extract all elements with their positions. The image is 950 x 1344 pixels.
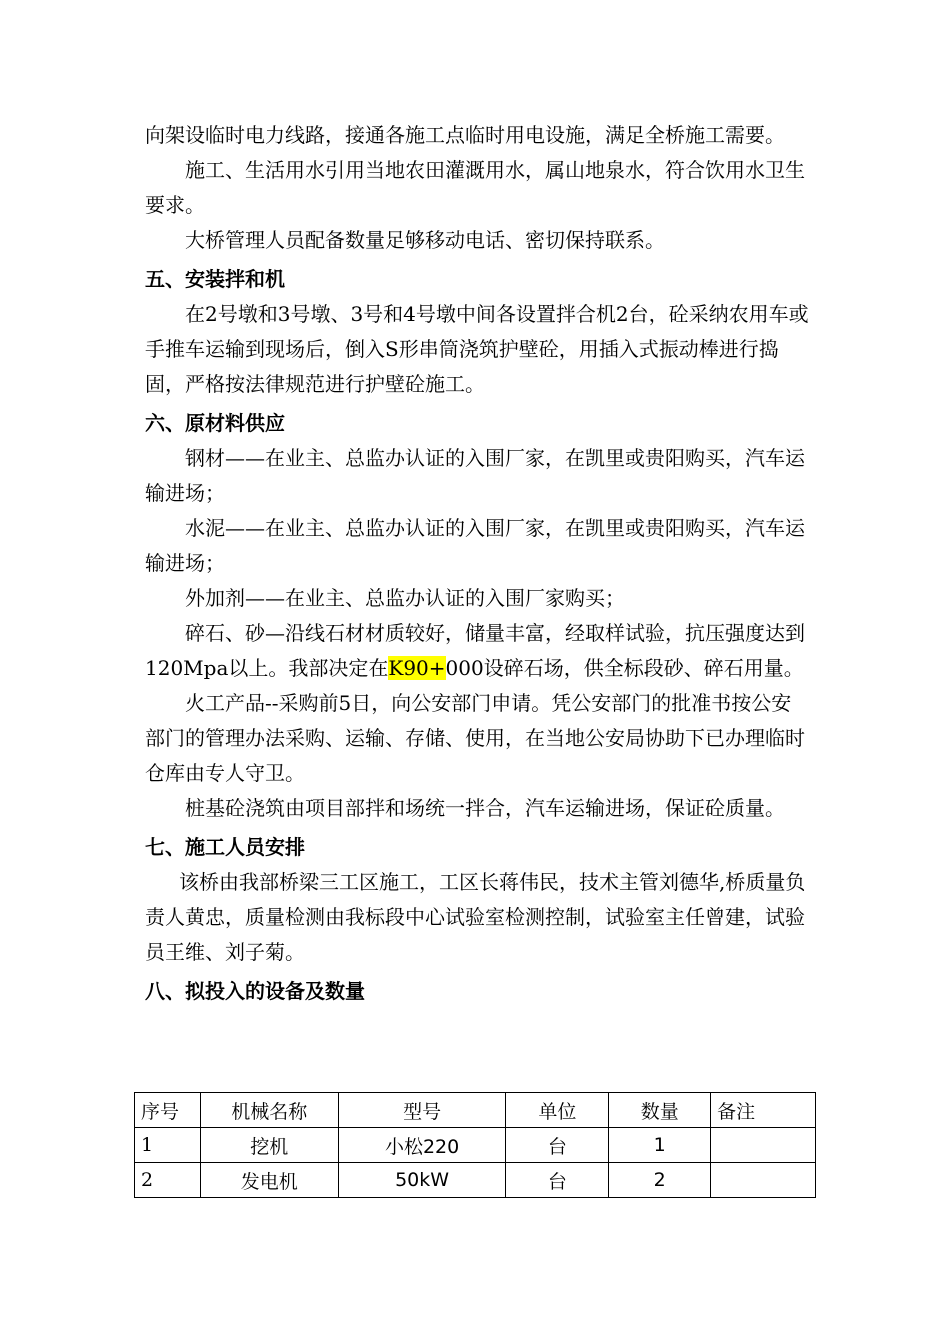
paragraph-cement: 水泥——在业主、总监办认证的入围厂家，在凯里或贵阳购买，汽车运输进场； — [145, 516, 805, 575]
paragraph-concrete: 桩基砼浇筑由项目部拌和场统一拌合，汽车运输进场，保证砼质量。 — [185, 796, 785, 820]
section-heading-materials: 六、原材料供应 — [145, 411, 285, 435]
paragraph-steel: 钢材——在业主、总监办认证的入围厂家，在凯里或贵阳购买，汽车运输进场； — [145, 446, 805, 505]
cell-machine-name: 挖机 — [200, 1128, 338, 1163]
cell-model: 小松220 — [338, 1128, 506, 1163]
paragraph-explosives: 火工产品--采购前5日，向公安部门申请。凭公安部门的批准书按公安部门的管理办法采购、运输、存储、使用，在当地公安局协助下已办理临时仓库由专人守卫。 — [145, 691, 805, 785]
paragraph-mixer: 在2号墩和3号墩、3号和4号墩中间各设置拌合机2台，砼采纳农用车或手推车运输到现场后，倒入S形串筒浇筑护壁砼，用插入式振动棒进行捣固，严格按法律规范进行护壁砼施工。 — [145, 302, 809, 396]
paragraph-phones: 大桥管理人员配备数量足够移动电话、密切保持联系。 — [185, 228, 665, 252]
gravel-text-start: 碎石、砂—沿线石材材质较好，储量丰富，经取样试验，抗压强度达到120Mpa以上。我部决定在 — [145, 621, 805, 680]
table-row — [135, 1128, 816, 1163]
header-remarks: 备注 — [711, 1093, 816, 1128]
paragraph-personnel: 该桥由我部桥梁三工区施工，工区长蒋伟民，技术主管刘德华,桥质量负责人黄忠，质量检测由我标段中心试验室检测控制，试验室主任曾建，试验员王维、刘子菊。 — [145, 870, 806, 964]
cell-unit: 台 — [506, 1128, 609, 1163]
section-heading-mixer: 五、安装拌和机 — [145, 267, 285, 291]
gravel-text-end: 000设碎石场，供全标段砂、碎石用量。 — [445, 656, 804, 680]
cell-index: 1 — [135, 1128, 201, 1163]
table-row — [135, 1163, 816, 1198]
paragraph-admixture: 外加剂——在业主、总监办认证的入围厂家购买； — [185, 586, 625, 610]
document-body — [145, 118, 810, 1009]
cell-quantity: 2 — [609, 1163, 711, 1198]
paragraph-power: 向架设临时电力线路，接通各施工点临时用电设施，满足全桥施工需要。 — [145, 123, 785, 147]
cell-index: 2 — [135, 1163, 201, 1198]
table-header-row — [135, 1093, 816, 1128]
highlighted-station: K90+ — [388, 656, 446, 680]
header-machine-name: 机械名称 — [200, 1093, 338, 1128]
section-heading-personnel: 七、施工人员安排 — [145, 835, 305, 859]
cell-remarks — [711, 1163, 816, 1198]
header-quantity: 数量 — [609, 1093, 711, 1128]
cell-remarks — [711, 1128, 816, 1163]
paragraph-gravel — [145, 616, 810, 686]
header-model: 型号 — [338, 1093, 506, 1128]
cell-machine-name: 发电机 — [200, 1163, 338, 1198]
cell-quantity: 1 — [609, 1128, 711, 1163]
header-index: 序号 — [135, 1093, 201, 1128]
paragraph-water: 施工、生活用水引用当地农田灌溉用水，属山地泉水，符合饮用水卫生要求。 — [145, 158, 805, 217]
section-heading-equipment: 八、拟投入的设备及数量 — [145, 979, 365, 1003]
cell-model: 50kW — [338, 1163, 506, 1198]
cell-unit: 台 — [506, 1163, 609, 1198]
equipment-table — [134, 1092, 816, 1198]
header-unit: 单位 — [506, 1093, 609, 1128]
